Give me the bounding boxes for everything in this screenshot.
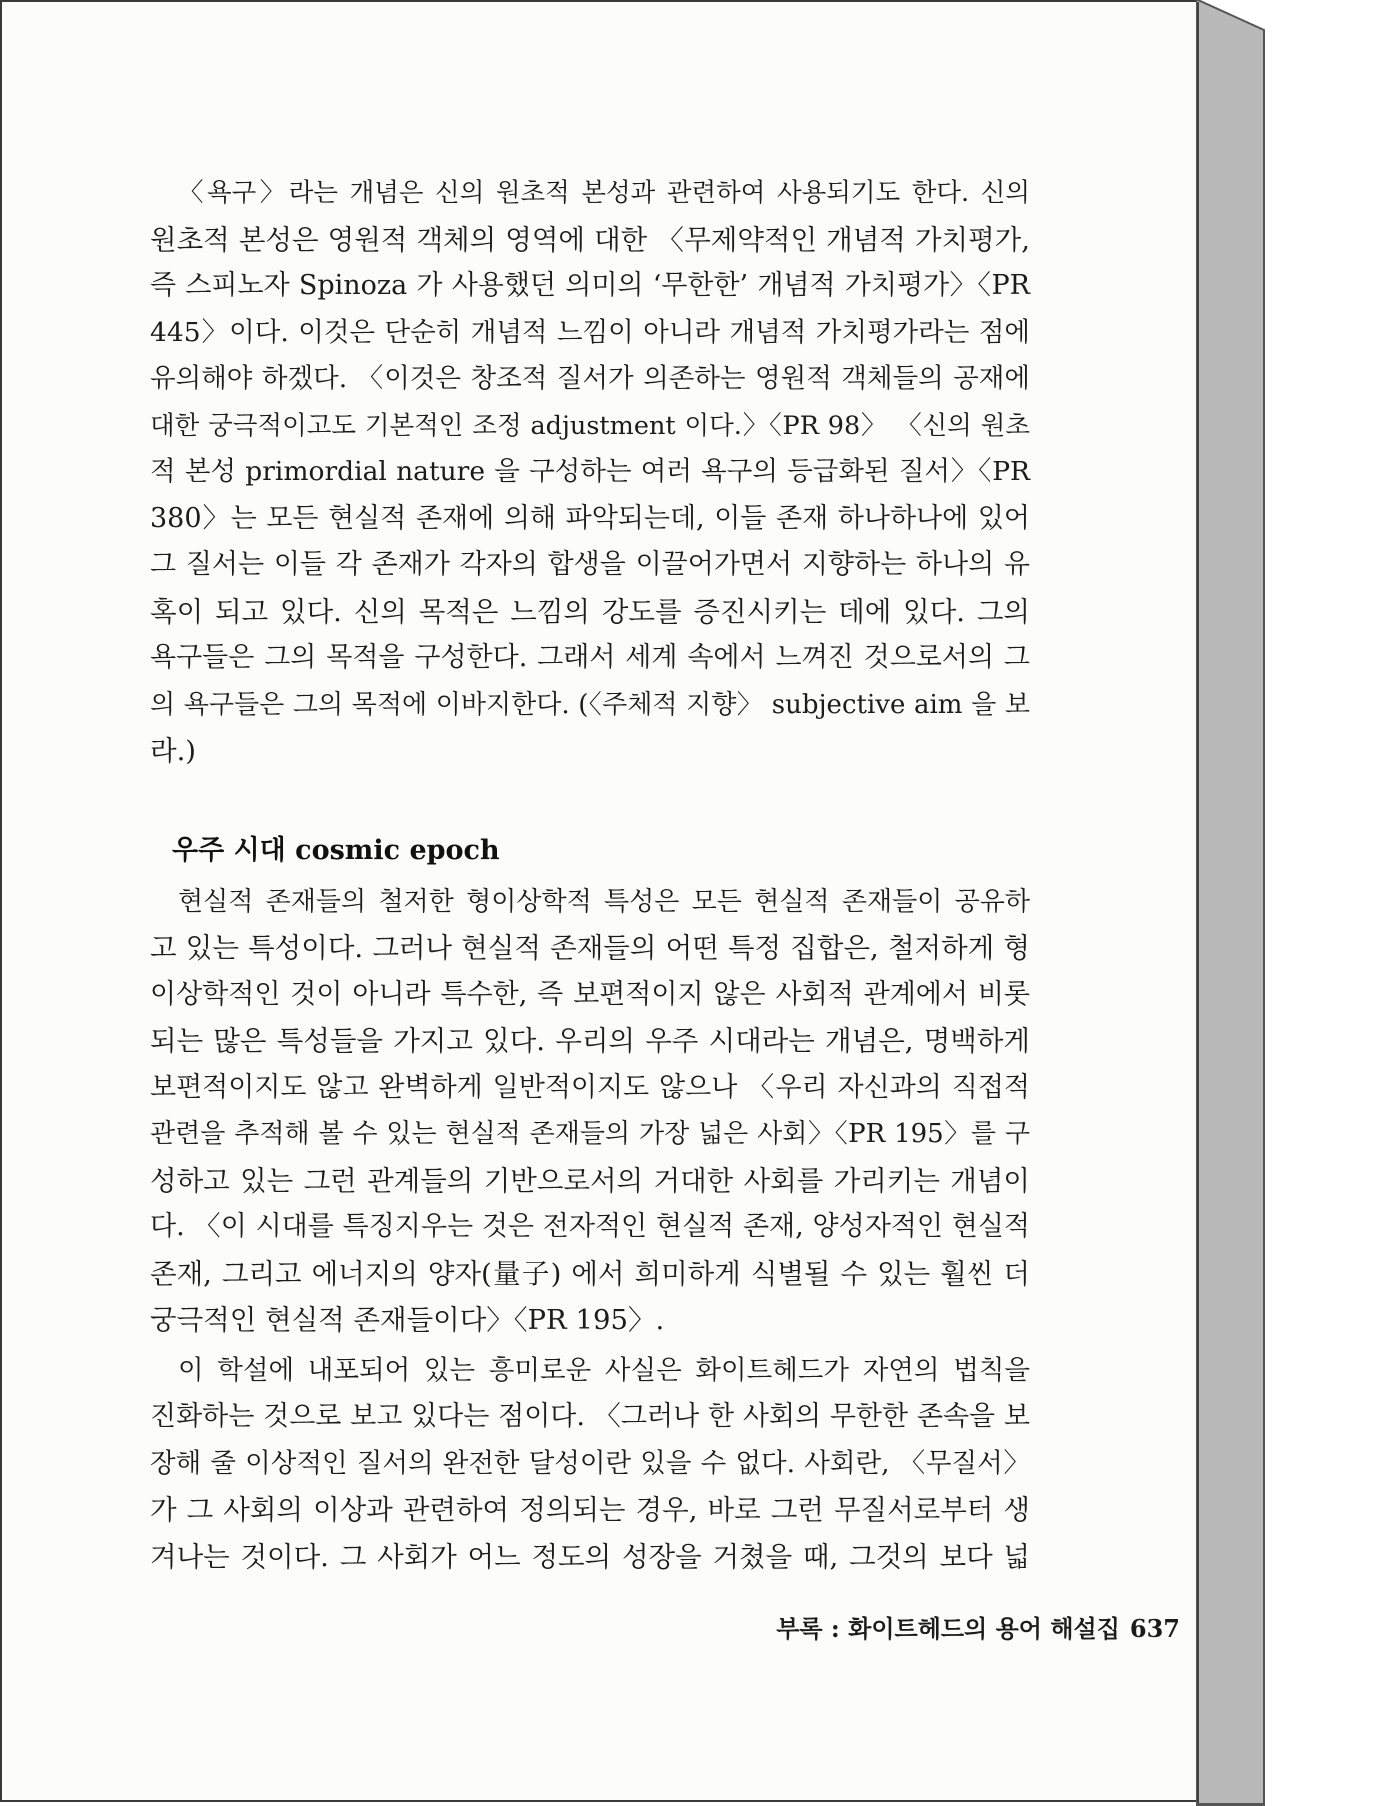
text-line: 원초적 본성은 영원적 객체의 영역에 대한 〈무제약적인 개념적 가치평가, bbox=[150, 223, 1030, 256]
text-line: 〈욕구〉라는 개념은 신의 원초적 본성과 관련하여 사용되기도 한다. 신의 bbox=[178, 178, 1030, 208]
text-line: 현실적 존재들의 철저한 형이상학적 특성은 모든 현실적 존재들이 공유하 bbox=[178, 886, 1030, 917]
text-line: 혹이 되고 있다. 신의 목적은 느낌의 강도를 증진시키는 데에 있다. 그의 bbox=[150, 595, 1030, 628]
text-line: 다. 〈이 시대를 특징지우는 것은 전자적인 현실적 존재, 양성자적인 현실적 bbox=[150, 1211, 1030, 1242]
text-line: 가 그 사회의 이상과 관련하여 정의되는 경우, 바로 그런 무질서로부터 생 bbox=[150, 1494, 1030, 1526]
paragraph-appetition bbox=[150, 170, 1030, 775]
text-line: 성하고 있는 그런 관계들의 기반으로서의 거대한 사회를 가리키는 개념이 bbox=[150, 1164, 1030, 1197]
page-footer bbox=[2, 1609, 1196, 1644]
text-line: 445〉이다. 이것은 단순히 개념적 느낌이 아니라 개념적 가치평가라는 점에 bbox=[150, 316, 1030, 348]
page-number: 637 bbox=[1129, 1614, 1180, 1643]
text-line: 380〉는 모든 현실적 존재에 의해 파악되는데, 이들 존재 하나하나에 있어 bbox=[150, 502, 1030, 534]
page-thickness-edge bbox=[1196, 0, 1266, 1806]
text-line: 유의해야 하겠다. 〈이것은 창조적 질서가 의존하는 영원적 객체들의 공재에 bbox=[150, 363, 1030, 394]
text-line: 보편적이지도 않고 완벽하게 일반적이지도 않으나 〈우리 자신과의 직접적 bbox=[150, 1071, 1030, 1103]
text-line: 욕구들은 그의 목적을 구성한다. 그래서 세계 속에서 느껴진 것으로서의 그 bbox=[150, 642, 1030, 673]
text-line: 장해 줄 이상적인 질서의 완전한 달성이란 있을 수 없다. 사회란, 〈무질서〉 bbox=[150, 1447, 1030, 1479]
text-line: 관련을 추적해 볼 수 있는 현실적 존재들의 가장 넓은 사회〉〈PR 195〉를 구 bbox=[150, 1119, 1030, 1149]
paragraph-cosmic-epoch bbox=[150, 879, 1030, 1344]
text-line: 이 학설에 내포되어 있는 흥미로운 사실은 화이트헤드가 자연의 법칙을 bbox=[178, 1354, 1030, 1386]
text-line: 그 질서는 이들 각 존재가 각자의 합생을 이끌어가면서 지향하는 하나의 유 bbox=[150, 549, 1030, 580]
text-line: 적 본성 primordial nature 을 구성하는 여러 욕구의 등급화된 질서〉〈PR bbox=[150, 456, 1030, 487]
text-line: 의 욕구들은 그의 목적에 이바지한다. (〈주체적 지향〉 subjective aim 을 보 bbox=[150, 689, 1030, 720]
text-line: 궁극적인 현실적 존재들이다〉〈PR 195〉. bbox=[150, 1304, 665, 1336]
text-line: 이상학적인 것이 아니라 특수한, 즉 보편적이지 않은 사회적 관계에서 비롯 bbox=[150, 978, 1030, 1010]
text-line: 라.) bbox=[150, 735, 197, 767]
text-line: 겨나는 것이다. 그 사회가 어느 정도의 성장을 거쳤을 때, 그것의 보다 넓 bbox=[150, 1540, 1030, 1573]
running-title: 부록 : 화이트헤드의 용어 해설집 bbox=[776, 1614, 1120, 1643]
text-line: 대한 궁극적이고도 기본적인 조정 adjustment 이다.〉〈PR 98〉 〈신의 원초 bbox=[150, 410, 1030, 441]
text-line: 진화하는 것으로 보고 있다는 점이다. 〈그러나 한 사회의 무한한 존속을 보 bbox=[150, 1401, 1030, 1432]
paragraph-laws-of-nature bbox=[150, 1348, 1030, 1581]
entry-heading-cosmic-epoch: 우주 시대 cosmic epoch bbox=[172, 834, 500, 866]
page-body bbox=[150, 170, 1030, 1580]
text-line: 되는 많은 특성들을 가지고 있다. 우리의 우주 시대라는 개념은, 명백하게 bbox=[150, 1025, 1030, 1057]
text-line: 존재, 그리고 에너지의 양자(量子) 에서 희미하게 식별될 수 있는 훨씬 더 bbox=[150, 1257, 1030, 1290]
text-line: 즉 스피노자 Spinoza 가 사용했던 의미의 ‘무한한’ 개념적 가치평가〉〈PR bbox=[150, 270, 1030, 301]
text-line: 고 있는 특성이다. 그러나 현실적 존재들의 어떤 특정 집합은, 철저하게 형 bbox=[150, 932, 1030, 964]
